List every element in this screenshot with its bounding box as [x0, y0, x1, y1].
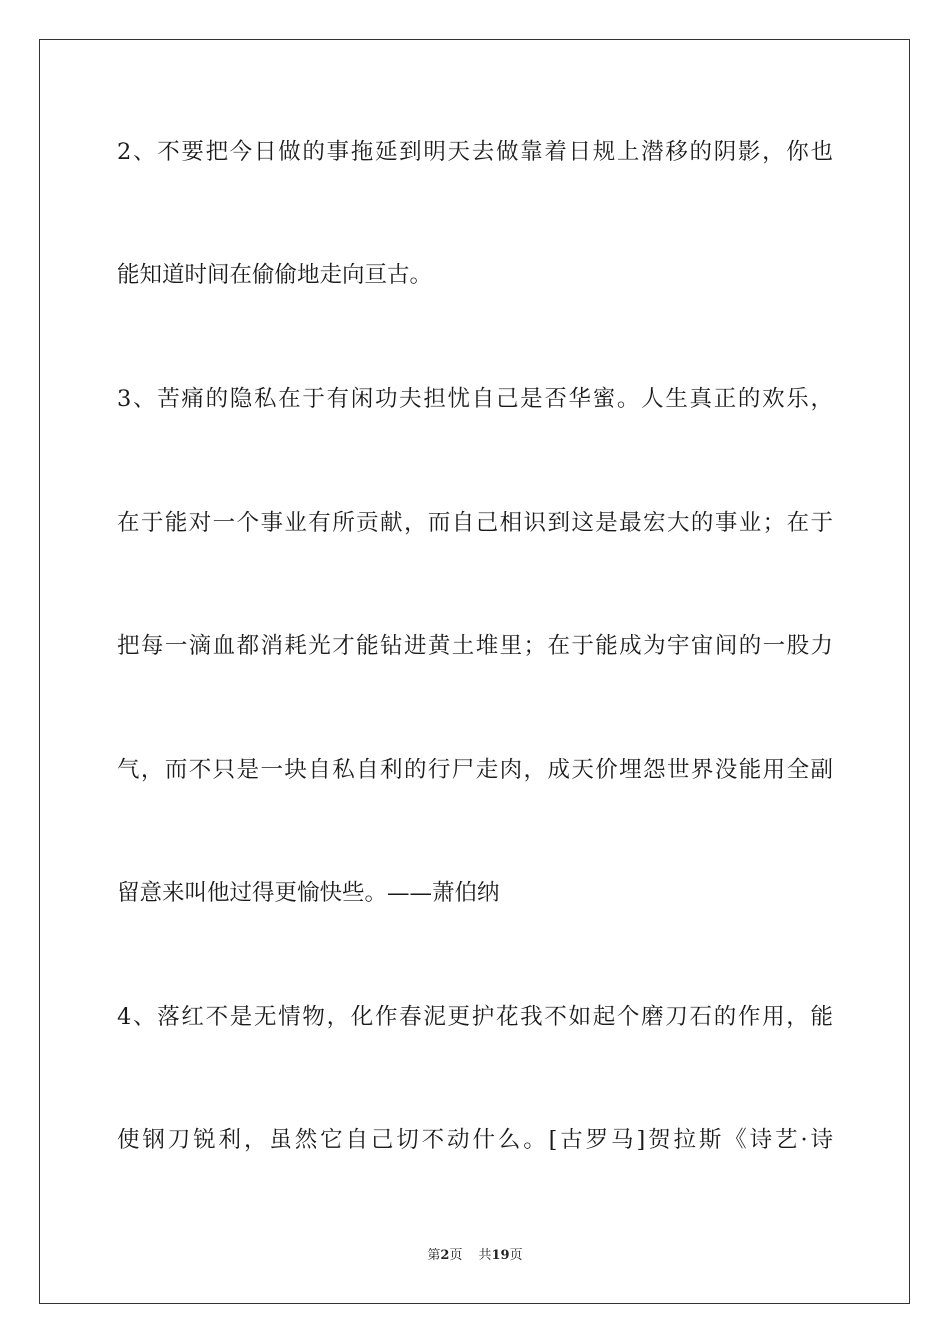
text-line-4: 在于能对一个事业有所贡献，而自己相识到这是最宏大的事业；在于	[117, 510, 833, 536]
page-footer	[0, 1247, 950, 1265]
page-suffix: 页	[449, 1248, 463, 1263]
total-prefix: 共	[478, 1248, 492, 1263]
page-prefix: 第	[427, 1248, 441, 1263]
page-number: 2	[440, 1248, 450, 1263]
text-line-1: 2、不要把今日做的事拖延到明天去做靠着日规上潜移的阴影，你也	[117, 139, 833, 165]
text-line-9: 使钢刀锐利，虽然它自己切不动什么。[古罗马]贺拉斯《诗艺·诗	[117, 1127, 833, 1153]
text-line-3: 3、苦痛的隐私在于有闲功夫担忧自己是否华蜜。人生真正的欢乐，	[117, 386, 833, 412]
text-line-8: 4、落红不是无情物，化作春泥更护花我不如起个磨刀石的作用，能	[117, 1004, 833, 1030]
page-border	[39, 39, 910, 1304]
total-suffix: 页	[509, 1248, 523, 1263]
text-line-5: 把每一滴血都消耗光才能钻进黄土堆里；在于能成为宇宙间的一股力	[117, 633, 833, 659]
text-line-7: 留意来叫他过得更愉快些。——萧伯纳	[117, 880, 500, 906]
total-pages: 19	[491, 1248, 510, 1263]
text-line-2: 能知道时间在偷偷地走向亘古。	[117, 262, 433, 288]
text-line-6: 气，而不只是一块自私自利的行尸走肉，成天价埋怨世界没能用全副	[117, 757, 833, 783]
